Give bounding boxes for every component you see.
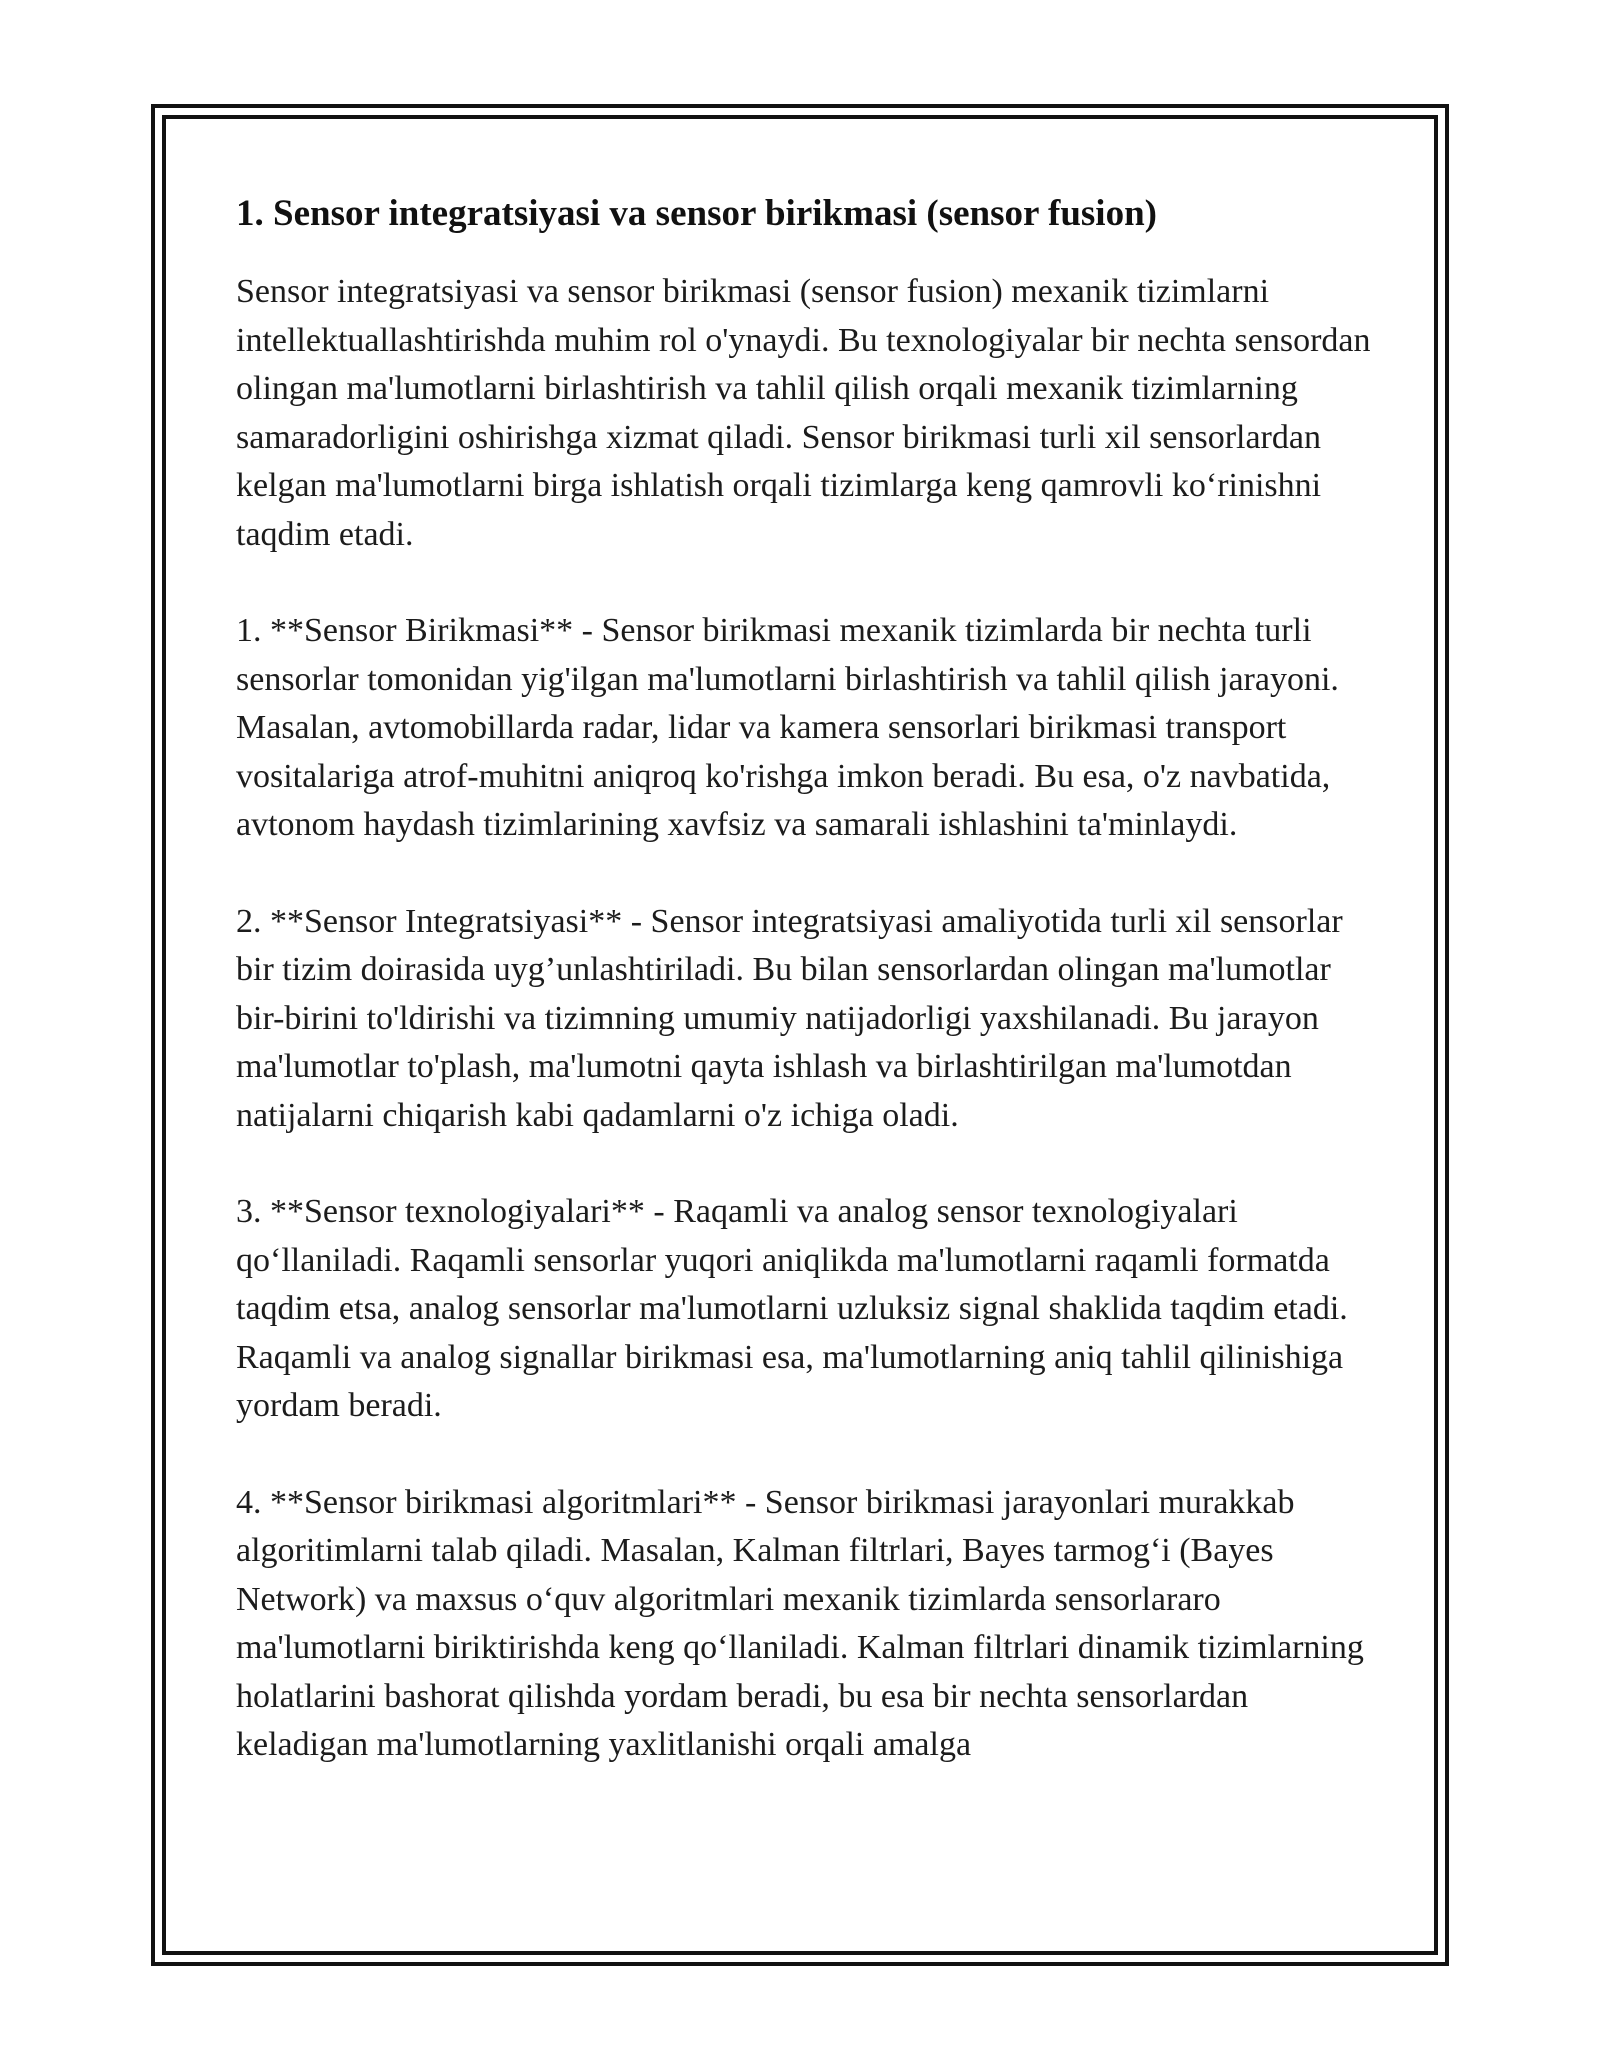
paragraph-sensor-integratsiyasi: 2. **Sensor Integratsiyasi** - Sensor integratsiyasi amaliyotida turli xil sensorlar bir tizim doirasida uyg’unlashtiriladi. Bu bilan sensorlardan olingan ma'lumotlar bir-birini to'ldirishi va tizimning umumiy natijadorligi yaxshilanadi. Bu jarayon ma'lumotlar to'plash, ma'lumotni qayta ishlash va birlashtirilgan ma'lumotdan natijalarni chiqarish kabi qadamlarni o'z ichiga oladi. xyxy=(236,902,1343,1134)
paragraph-sensor-texnologiyalari: 3. **Sensor texnologiyalari** - Raqamli va analog sensor texnologiyalari qo‘llaniladi. Raqamli sensorlar yuqori aniqlikda ma'lumotlarni raqamli formatda taqdim etsa, analog sensorlar ma'lumotlarni uzluksiz signal shaklida taqdim etadi. Raqamli va analog signallar birikmasi esa, ma'lumotlarning aniq tahlil qilinishiga yordam beradi. xyxy=(236,1193,1348,1424)
paragraph-sensor-algoritmlari: 4. **Sensor birikmasi algoritmlari** - Sensor birikmasi jarayonlari murakkab algoritimlarni talab qiladi. Masalan, Kalman filtrlari, Bayes tarmog‘i (Bayes Network) va maxsus o‘quv algoritmlari mexanik tizimlarda sensorlararo ma'lumotlarni biriktirishda keng qo‘llaniladi. Kalman filtrlari dinamik tizimlarning holatlarini bashorat qilishda yordam beradi, bu esa bir nechta sensorlardan keladigan ma'lumotlarning yaxlitlanishi orqali amalga xyxy=(236,1483,1364,1763)
section-heading: 1. Sensor integratsiyasi va sensor birikmasi (sensor fusion) xyxy=(236,193,1157,234)
intro-paragraph: Sensor integratsiyasi va sensor birikmasi (sensor fusion) mexanik tizimlarni intellektuallashtirishda muhim rol o'ynaydi. Bu texnologiyalar bir nechta sensordan olingan ma'lumotlarni birlashtirish va tahlil qilish orqali mexanik tizimlarning samaradorligini oshirishga xizmat qiladi. Sensor birikmasi turli xil sensorlardan kelgan ma'lumotlarni birga ishlatish orqali tizimlarga keng qamrovli ko‘rinishni taqdim etadi. xyxy=(236,273,1371,553)
paragraph-sensor-birikmasi: 1. **Sensor Birikmasi** - Sensor birikmasi mexanik tizimlarda bir nechta turli sensorlar tomonidan yig'ilgan ma'lumotlarni birlashtirish va tahlil qilish jarayoni. Masalan, avtomobillarda radar, lidar va kamera sensorlari birikmasi transport vositalariga atrof-muhitni aniqroq ko'rishga imkon beradi. Bu esa, o'z navbatida, avtonom haydash tizimlarining xavfsiz va samarali ishlashini ta'minlaydi. xyxy=(236,612,1339,843)
document-content xyxy=(236,188,1376,1818)
